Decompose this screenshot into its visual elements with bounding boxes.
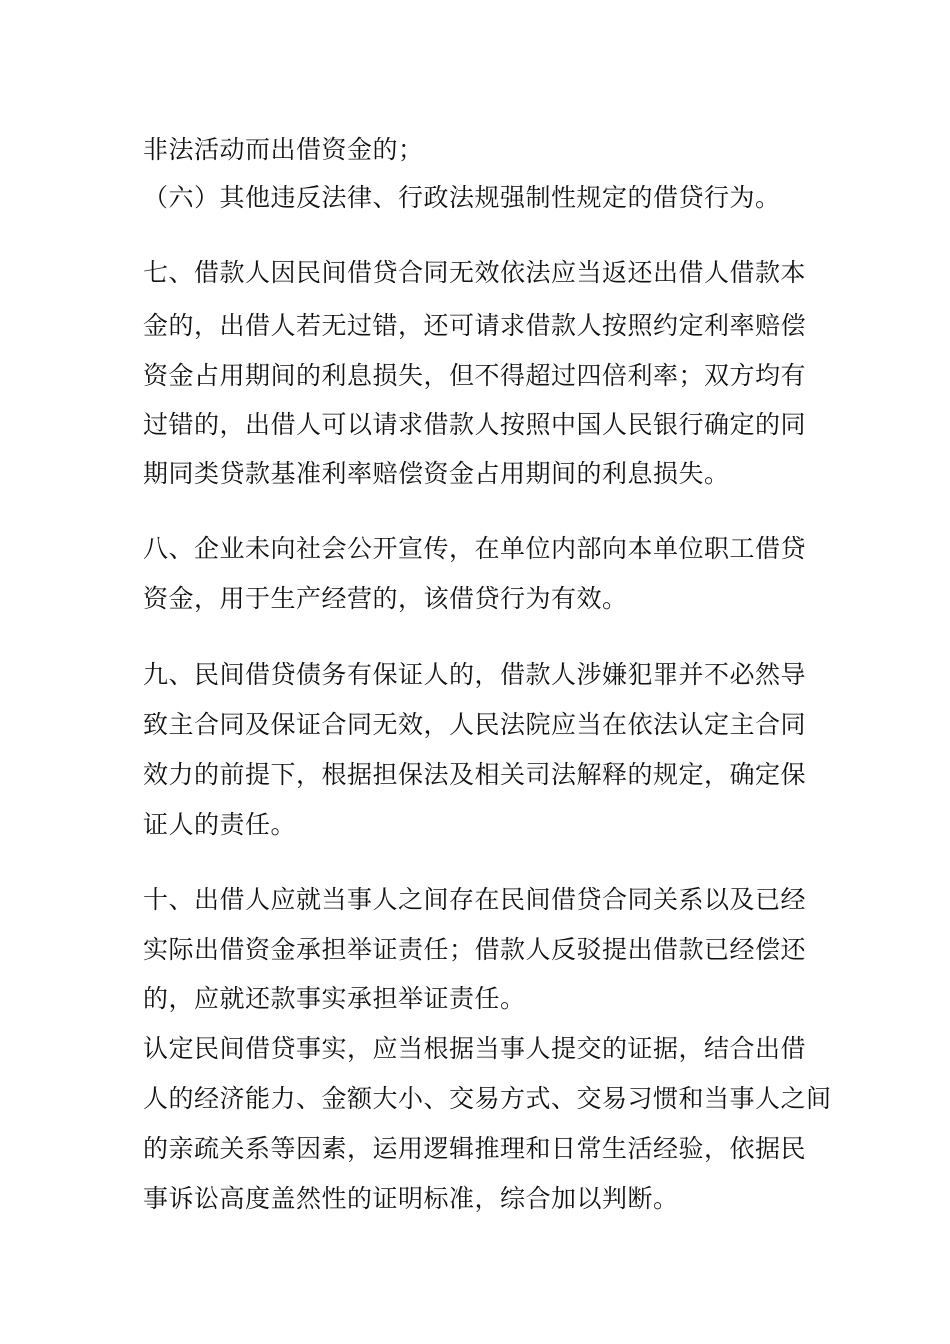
text-line: 九、民间借贷债务有保证人的，借款人涉嫌犯罪并不必然导 [143,660,807,689]
text-line: 证人的责任。 [143,810,297,839]
text-line: 实际出借资金承担举证责任；借款人反驳提出借款已经偿还 [143,935,807,964]
text-line: 效力的前提下，根据担保法及相关司法解释的规定，确定保 [143,760,807,789]
text-line: 认定民间借贷事实，应当根据当事人提交的证据，结合出借 [143,1034,807,1063]
text-line: 七、借款人因民间借贷合同无效依法应当返还出借人借款本 [143,258,807,287]
text-line: 事诉讼高度盖然性的证明标准，综合加以判断。 [143,1184,679,1213]
text-line: 人的经济能力、金额大小、交易方式、交易习惯和当事人之间 [143,1084,832,1113]
text-line: 十、出借人应就当事人之间存在民间借贷合同关系以及已经 [143,885,807,914]
text-line: 致主合同及保证合同无效，人民法院应当在依法认定主合同 [143,710,807,739]
text-line: 的，应就还款事实承担举证责任。 [143,984,526,1013]
text-line: 的亲疏关系等因素，运用逻辑推理和日常生活经验，依据民 [143,1134,807,1163]
text-line: 非法活动而出借资金的； [143,135,424,164]
text-line: 过错的，出借人可以请求借款人按照中国人民银行确定的同 [143,410,807,439]
text-line: 资金占用期间的利息损失，但不得超过四倍利率；双方均有 [143,361,807,390]
text-line: （六）其他违反法律、行政法规强制性规定的借贷行为。 [143,183,781,212]
text-line: 八、企业未向社会公开宣传，在单位内部向本单位职工借贷 [143,534,807,563]
text-line: 期同类贷款基准利率赔偿资金占用期间的利息损失。 [143,459,730,488]
text-line: 金的，出借人若无过错，还可请求借款人按照约定利率赔偿 [143,311,807,340]
text-line: 资金，用于生产经营的，该借贷行为有效。 [143,584,628,613]
